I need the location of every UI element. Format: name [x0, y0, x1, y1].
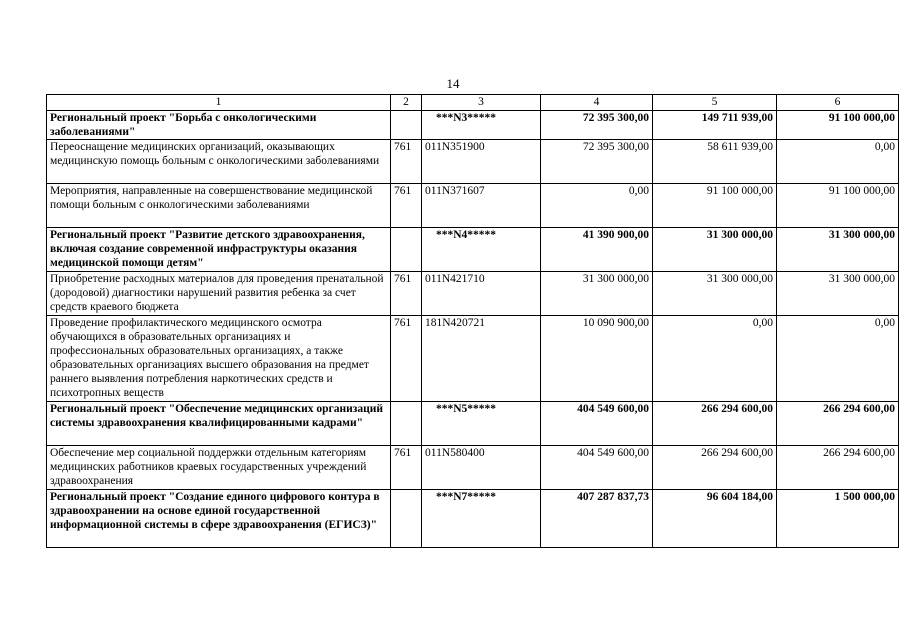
row-value-3: 1 500 000,00 — [777, 490, 899, 548]
row-org — [391, 490, 422, 548]
row-value-1: 404 549 600,00 — [541, 402, 653, 446]
table-row-project — [47, 228, 899, 272]
budget-table — [46, 94, 899, 548]
row-value-3: 0,00 — [777, 316, 899, 402]
column-header: 4 — [541, 95, 653, 111]
row-name: Региональный проект "Создание единого цифрового контура в здравоохранении на основе единой государственной информационной системы в сфере здравоохранения (ЕГИСЗ)" — [47, 490, 391, 548]
row-value-2: 31 300 000,00 — [653, 228, 777, 272]
row-code: ***N3***** — [422, 111, 541, 140]
table-row-project — [47, 111, 899, 140]
table-row — [47, 316, 899, 402]
row-value-3: 0,00 — [777, 140, 899, 184]
row-value-2: 91 100 000,00 — [653, 184, 777, 228]
row-name: Региональный проект "Развитие детского здравоохранения, включая создание современной инфраструктуры оказания медицинской помощи детям" — [47, 228, 391, 272]
row-org: 761 — [391, 446, 422, 490]
row-code: ***N7***** — [422, 490, 541, 548]
row-value-1: 10 090 900,00 — [541, 316, 653, 402]
row-name: Проведение профилактического медицинского осмотра обучающихся в образовательных организациях и профессиональных образовательных организациях, а также образовательных организациях высшего образования на предмет раннего выявления потребления наркотических средств и психотропных веществ — [47, 316, 391, 402]
row-value-2: 96 604 184,00 — [653, 490, 777, 548]
row-code: ***N5***** — [422, 402, 541, 446]
row-org — [391, 228, 422, 272]
row-code: 011N371607 — [422, 184, 541, 228]
row-value-3: 91 100 000,00 — [777, 184, 899, 228]
row-value-3: 266 294 600,00 — [777, 402, 899, 446]
row-value-1: 72 395 300,00 — [541, 111, 653, 140]
column-header: 5 — [653, 95, 777, 111]
row-value-1: 404 549 600,00 — [541, 446, 653, 490]
row-value-3: 91 100 000,00 — [777, 111, 899, 140]
row-value-3: 266 294 600,00 — [777, 446, 899, 490]
row-code: 011N421710 — [422, 272, 541, 316]
row-name: Региональный проект "Обеспечение медицинских организаций системы здравоохранения квалифицированными кадрами" — [47, 402, 391, 446]
row-value-2: 58 611 939,00 — [653, 140, 777, 184]
row-value-1: 407 287 837,73 — [541, 490, 653, 548]
column-header: 6 — [777, 95, 899, 111]
row-value-2: 266 294 600,00 — [653, 402, 777, 446]
row-value-1: 41 390 900,00 — [541, 228, 653, 272]
row-code: 011N351900 — [422, 140, 541, 184]
row-code: ***N4***** — [422, 228, 541, 272]
row-org — [391, 111, 422, 140]
column-header: 3 — [422, 95, 541, 111]
table-header-row — [47, 95, 899, 111]
table-row — [47, 140, 899, 184]
row-org: 761 — [391, 140, 422, 184]
row-org: 761 — [391, 272, 422, 316]
row-name: Приобретение расходных материалов для проведения пренатальной (дородовой) диагностики нарушений развития ребенка за счет средств краевого бюджета — [47, 272, 391, 316]
row-value-2: 149 711 939,00 — [653, 111, 777, 140]
row-code: 181N420721 — [422, 316, 541, 402]
row-org: 761 — [391, 184, 422, 228]
row-value-1: 72 395 300,00 — [541, 140, 653, 184]
table-row-project — [47, 490, 899, 548]
row-value-2: 31 300 000,00 — [653, 272, 777, 316]
table-row — [47, 272, 899, 316]
table-row — [47, 184, 899, 228]
column-header: 1 — [47, 95, 391, 111]
column-header: 2 — [391, 95, 422, 111]
row-code: 011N580400 — [422, 446, 541, 490]
row-org — [391, 402, 422, 446]
row-name: Обеспечение мер социальной поддержки отдельным категориям медицинских работников краевых государственных учреждений здравоохранения — [47, 446, 391, 490]
row-value-1: 0,00 — [541, 184, 653, 228]
row-value-2: 0,00 — [653, 316, 777, 402]
row-name: Переоснащение медицинских организаций, оказывающих медицинскую помощь больным с онкологическими заболеваниями — [47, 140, 391, 184]
page-number: 14 — [446, 76, 460, 91]
table-row-project — [47, 402, 899, 446]
row-name: Мероприятия, направленные на совершенствование медицинской помощи больным с онкологическими заболеваниями — [47, 184, 391, 228]
table-row — [47, 446, 899, 490]
row-org: 761 — [391, 316, 422, 402]
row-value-3: 31 300 000,00 — [777, 228, 899, 272]
row-value-1: 31 300 000,00 — [541, 272, 653, 316]
row-value-3: 31 300 000,00 — [777, 272, 899, 316]
row-name: Региональный проект "Борьба с онкологическими заболеваниями" — [47, 111, 391, 140]
row-value-2: 266 294 600,00 — [653, 446, 777, 490]
